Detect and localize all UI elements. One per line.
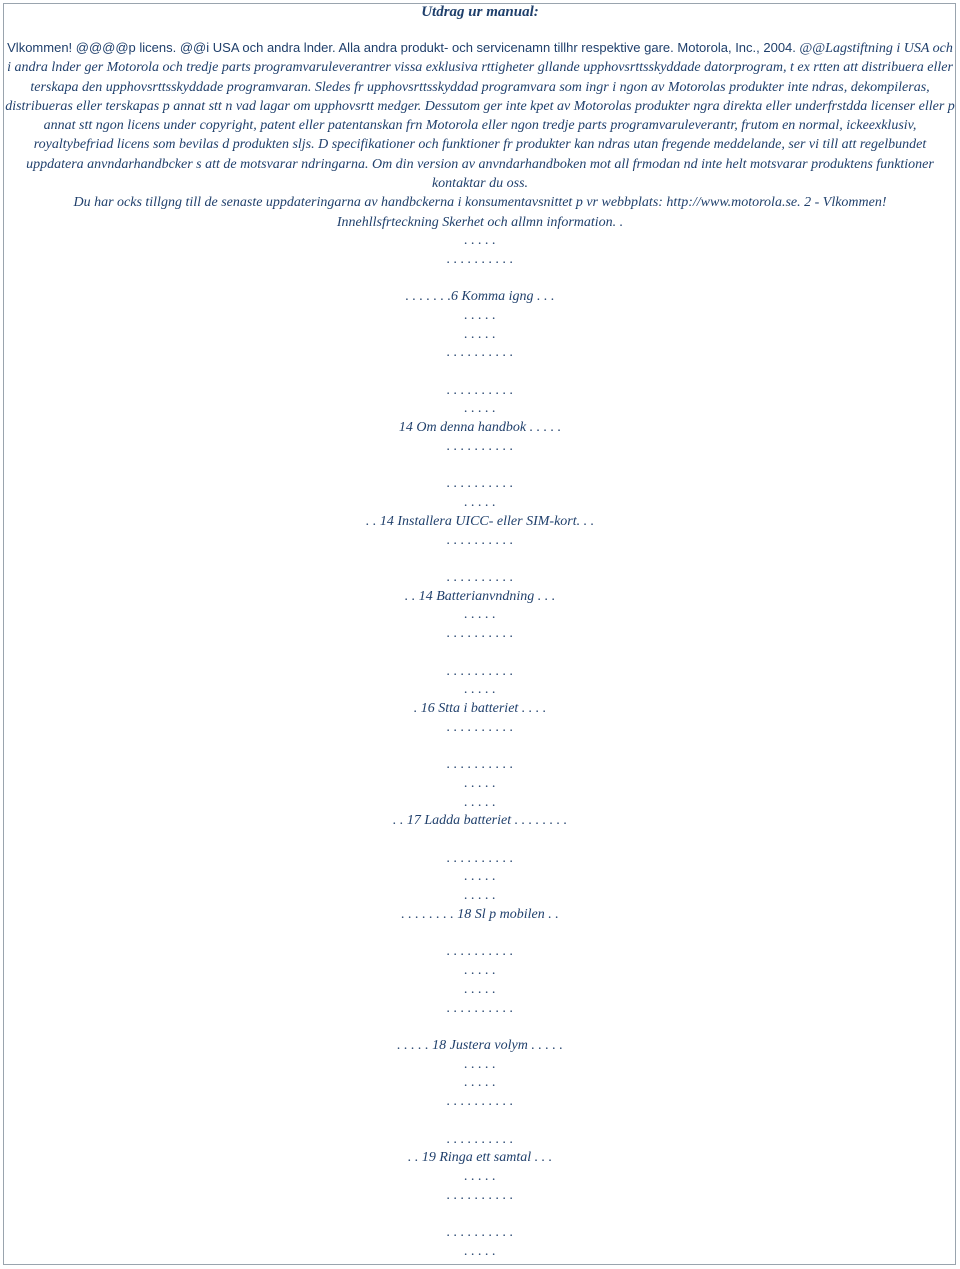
toc-leader-line: . . . . . [464, 233, 496, 248]
toc-entry: 14 Om denna handbok . . . . . [398, 420, 562, 436]
toc-leader-line: . . . . . [464, 401, 496, 417]
toc-leader-line: . . . . . . . . . . [446, 1131, 514, 1147]
toc-leader-line: . . . . . [464, 1169, 496, 1184]
toc-entry: . . 19 Ringa ett samtal . . . [407, 1150, 553, 1166]
toc-leader-line: . . . . . [464, 326, 496, 342]
toc-leader-line: . . . . . [464, 981, 496, 997]
toc-leader-line: . . . . . [464, 607, 496, 623]
toc-leader-line: . . . . . . . . . . [446, 626, 514, 642]
toc-leader-line: . . . . . . . . . . [446, 1187, 514, 1203]
toc-leader-line: . . . . . [464, 794, 496, 810]
toc-leader-line: . . . . . [464, 1075, 496, 1091]
toc-leader-line: . . . . . . . . . . [446, 345, 514, 361]
toc-heading: Innehllsfrteckning Skerhet och allmn information. . [336, 214, 624, 230]
toc-leader-line: . . . . . . . . . . [446, 438, 514, 454]
intro-paragraph [4, 38, 956, 232]
toc-leader-line: . . . . . . . . . . [446, 532, 514, 548]
toc-leader-line: . . . . . . . . . . [446, 569, 514, 585]
toc-leader-line: . . . . . [464, 682, 496, 698]
toc-entry: . . 14 Batterianvndning . . . [404, 588, 556, 604]
toc-leader-line: . . . . . . . . . . [446, 757, 514, 773]
toc-leader-line: . . . . . . . . . . [446, 663, 514, 679]
toc-leader-line: . . . . . . . . . . [446, 476, 514, 492]
toc-leader-line: . . . . . . . . . . [446, 382, 514, 398]
toc-leader-line: . . . . . . . . . . [446, 1225, 514, 1241]
toc-leader-line: . . . . . [464, 1056, 496, 1072]
toc-entry: . . 14 Installera UICC- eller SIM-kort. . . [365, 513, 595, 529]
toc-leader-line: . . . . . . . . . . [446, 1094, 514, 1110]
page-title: Utdrag ur manual: [421, 4, 539, 20]
toc-leader-line: . . . . . [464, 963, 496, 979]
toc-leader-line: . . . . . . . . . . [446, 719, 514, 735]
intro-serif-text: @@Lagstiftning i USA och i andra lnder ger Motorola och tredje parts programvaruleverantrer vissa exklusiva rttigheter gllande upphovsrttsskyddade datorprogram, t ex rtten att distribuera eller terskapa den upphovsrttsskyddade programvaran. Sledes fr upphovsrttsskyddad programvara som ingr i ngon av Motorolas produkter inte ndras, dekompileras, distribueras eller terskapas p annat stt n vad lagar om upphovsrtt medger. Dessutom ger inte kpet av Motorolas produkter ngra direkta eller underfrstdda licenser eller p annat stt ngon licens under copyright, patent eller patentanskan frn Motorola eller ngon tredje parts programvaruleverantr, frutom en normal, ickeexklusiv, royaltybefriad licens som bevilas d produkten sljs. D specifikationer och funktioner fr produkter kan ndras utan fregende meddelande, ser vi till att regelbundet uppdatera anvndarhandbcker s att de motsvarar ndringarna. Om din version av anvndarhandboken mot all frmodan nd inte helt motsvarar produktens funktioner kontaktar du oss. [5, 41, 955, 192]
toc-entry: . . . . . . . . 18 Sl p mobilen . . [401, 906, 559, 922]
website-line: Du har ocks tillgng till de senaste uppdateringarna av handbckerna i konsumentavsnittet p vr webbplats: http://www.motorola.se. 2 - Vlkommen! [73, 195, 887, 211]
toc-leader-line: . . . . . . . . . . [446, 850, 514, 866]
toc-leader-line: . . . . . . . . . . [446, 1000, 514, 1016]
toc-leader-line: . . . . . [464, 888, 496, 904]
toc-leader-line: . . . . . [464, 775, 496, 791]
toc-leader-line: . . . . . [464, 869, 496, 885]
toc-entry: . . 17 Ladda batteriet . . . . . . . . [392, 813, 568, 829]
toc-leader-line: . . . . . [464, 495, 496, 511]
toc-leader-line: . . . . . . . . . . [446, 944, 514, 960]
toc-leader-line: . . . . . . . . . . [446, 251, 514, 267]
toc-leader-line: . . . . . [464, 307, 496, 323]
toc-entry: . 16 Stta i batteriet . . . . [413, 701, 547, 716]
toc-entry: . . . . . 18 Justera volym . . . . . [397, 1037, 563, 1053]
toc-leader-line: . . . . . [464, 1243, 496, 1259]
intro-sans-text: Vlkommen! @@@@p licens. @@i USA och andra lnder. Alla andra produkt- och servicenamn tillhr respektive gare. Motorola, Inc., 2004. [7, 40, 796, 55]
toc-entry: . . . . . . .6 Komma igng . . . [405, 289, 555, 305]
